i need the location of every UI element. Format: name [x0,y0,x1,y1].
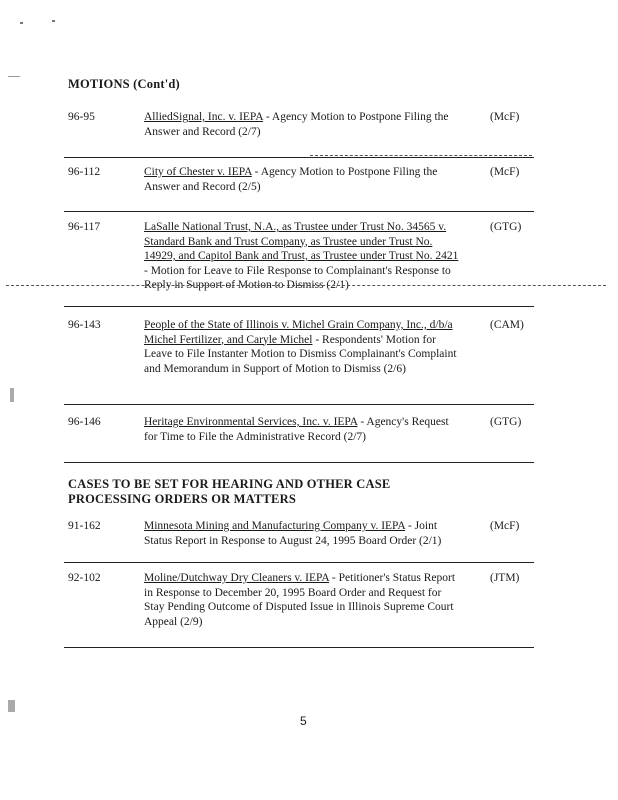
scan-speck [20,22,23,24]
case-text [144,165,464,194]
scan-speck [10,388,14,402]
entry-divider [64,404,534,405]
case-title: LaSalle National Trust, N.A., as Trustee under Trust No. 34565 v. Standard Bank and Trust Company, as Trustee under Trust No. 14929, and Capitol Bank and Trust, as Trustee under Trust No. 2421 [144,221,459,262]
case-number: 92-102 [68,572,101,584]
entry-divider [64,157,534,158]
section-heading-motions: MOTIONS (Cont'd) [68,77,180,91]
case-title: People of the State of Illinois v. Michel Grain Company, Inc., d/b/a Michel Fertilizer, and Caryle Michel [144,319,453,346]
scan-speck [8,76,20,77]
case-title: Moline/Dutchway Dry Cleaners v. IEPA [144,572,330,584]
scan-speck [8,700,15,712]
case-text [144,220,464,293]
staff-initials: (McF) [490,166,520,178]
scan-streak [6,285,606,286]
case-number: 96-95 [68,111,95,123]
staff-initials: (CAM) [490,319,524,331]
staff-initials: (McF) [490,111,520,123]
case-title: City of Chester v. IEPA [144,166,252,178]
scan-speck [52,20,55,22]
entry-divider [64,462,534,463]
case-title: Minnesota Mining and Manufacturing Company v. IEPA [144,520,406,532]
case-number: 91-162 [68,520,101,532]
case-text [144,110,464,139]
case-number: 96-112 [68,166,101,178]
entry-divider [64,562,534,563]
staff-initials: (McF) [490,520,520,532]
case-text [144,415,464,444]
case-description: - Agency Motion to Postpone Filing the Answer and Record (2/5) [144,166,438,193]
entry-divider [64,647,534,648]
entry-divider [64,211,534,212]
case-text [144,571,464,629]
section-heading-cases-to-be-set: CASES TO BE SET FOR HEARING AND OTHER CASE PROCESSING ORDERS OR MATTERS [68,477,391,506]
case-number: 96-146 [68,416,101,428]
case-text [144,519,464,548]
case-description: - Respondents' Motion for Leave to File Instanter Motion to Dismiss Complainant's Complaint and Memorandum in Support of Motion to Dismiss (2/6) [144,333,457,375]
case-number: 96-117 [68,221,101,233]
page-number: 5 [300,714,307,728]
entry-divider [64,306,534,307]
staff-initials: (JTM) [490,572,520,584]
case-title: Heritage Environmental Services, Inc. v. IEPA [144,416,358,428]
case-description: - Petitioner's Status Report in Response to December 20, 1995 Board Order and Request for Stay Pending Outcome of Disputed Issue in Illinois Supreme Court Appeal (2/9) [144,572,456,628]
case-text [144,318,464,376]
staff-initials: (GTG) [490,221,522,233]
case-description: - Agency's Request for Time to File the Administrative Record (2/7) [144,416,449,443]
case-title: AlliedSignal, Inc. v. IEPA [144,111,263,123]
case-description: - Joint Status Report in Response to August 24, 1995 Board Order (2/1) [144,520,442,547]
case-description: - Agency Motion to Postpone Filing the Answer and Record (2/7) [144,111,449,138]
case-description: - Motion for Leave to File Response to Complainant's Response to Reply in Support of Motion to Dismiss (2/1) [144,264,451,291]
case-number: 96-143 [68,319,101,331]
staff-initials: (GTG) [490,416,522,428]
entry-divider [310,155,532,156]
